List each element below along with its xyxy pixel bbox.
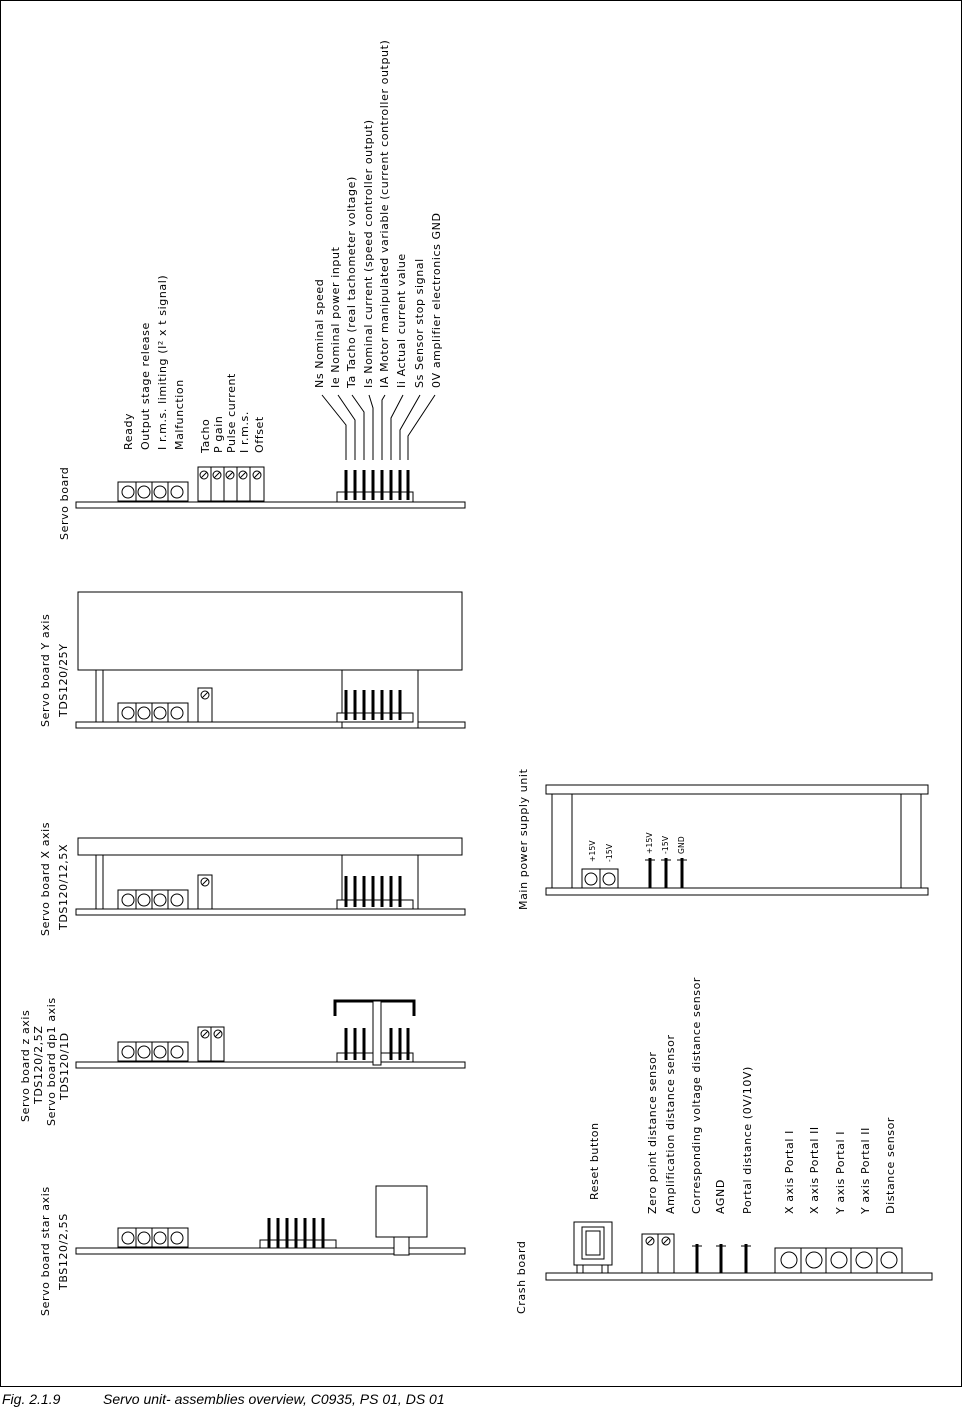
- servo-board-led-block: [118, 482, 188, 501]
- pin-label: GND: [677, 836, 686, 854]
- servo-x-model: TDS120/12,5X: [57, 843, 70, 930]
- power-supply-top-plate: [546, 785, 928, 794]
- crash-label: Y axis Portal II: [859, 1127, 872, 1214]
- terminal-label: +15V: [588, 840, 597, 862]
- pot-label: Pulse current: [225, 373, 238, 453]
- servo-dp1-title: Servo board dp1 axis: [45, 997, 58, 1126]
- servo-x-pcb: [76, 909, 465, 915]
- servo-board-pot-labels: [199, 373, 266, 454]
- pin-label: Ta Tacho (real tachometer voltage): [345, 176, 358, 388]
- crash-board: [515, 977, 932, 1314]
- reset-button: [574, 1222, 612, 1273]
- servo-z-pin-header: [335, 1001, 414, 1065]
- servo-board-y-axis: [39, 592, 465, 728]
- servo-z-led-block: [118, 1042, 188, 1061]
- servo-y-model: TDS120/25Y: [57, 643, 70, 717]
- crash-led-block: [775, 1248, 902, 1273]
- crash-label: Zero point distance sensor: [646, 1051, 659, 1214]
- led-label: Output stage release: [139, 322, 152, 450]
- servo-board-title: Servo board: [58, 466, 71, 540]
- main-power-supply-unit: [517, 768, 928, 910]
- servo-y-title: Servo board Y axis: [39, 613, 52, 727]
- pot-label: P gain: [212, 415, 225, 453]
- servo-board: [58, 40, 465, 540]
- servo-board-z-axis: [19, 997, 465, 1126]
- servo-board-pin-header: [322, 395, 435, 502]
- crash-label: X axis Portal II: [808, 1126, 821, 1214]
- pin-label: 0V amplifier electronics GND: [430, 212, 443, 388]
- servo-board-star-axis: [39, 1186, 465, 1316]
- servo-z-title: Servo board z axis: [19, 1009, 32, 1122]
- pot-label: Offset: [253, 416, 266, 453]
- pin-label: Is Nominal current (speed controller output): [362, 119, 375, 388]
- servo-x-heatsink: [78, 838, 462, 855]
- crash-label: Reset button: [588, 1122, 601, 1200]
- figure-caption: [2, 1391, 445, 1407]
- crash-label: Distance sensor: [884, 1116, 897, 1214]
- power-supply-terminal-block: [582, 869, 618, 888]
- led-label: Malfunction: [173, 379, 186, 450]
- servo-y-heatsink: [78, 592, 462, 670]
- pin-label: +15V: [645, 832, 654, 854]
- servo-x-led-block: [118, 890, 188, 909]
- pot-label: I r.m.s.: [238, 411, 251, 453]
- servo-board-pin-labels: [313, 40, 443, 389]
- crash-board-pcb: [546, 1273, 932, 1280]
- terminal-label: -15V: [605, 843, 614, 862]
- pot-label: Tacho: [199, 418, 212, 453]
- servo-star-led-block: [118, 1228, 188, 1247]
- servo-dp1-model: TDS120/1D: [58, 1032, 71, 1100]
- pin-label: Ie Nominal power input: [329, 246, 342, 388]
- servo-board-pcb: [76, 502, 465, 508]
- servo-z-model: TDS120/2,5Z: [32, 1025, 45, 1104]
- servo-star-title: Servo board star axis: [39, 1186, 52, 1316]
- servo-board-led-labels: [122, 275, 186, 450]
- servo-x-title: Servo board X axis: [39, 821, 52, 936]
- servo-star-pin-header: [260, 1218, 336, 1248]
- servo-board-x-axis: [39, 822, 465, 936]
- crash-board-labels: [588, 977, 897, 1215]
- power-supply-pins: [645, 858, 687, 888]
- led-label: I r.m.s. limiting (I² x t signal): [156, 274, 169, 450]
- crash-label: Corresponding voltage distance sensor: [690, 976, 703, 1214]
- pin-label: Ss Sensor stop signal: [413, 258, 426, 388]
- servo-star-model: TBS120/2,5S: [57, 1213, 70, 1290]
- power-supply-title: Main power supply unit: [517, 768, 530, 910]
- crash-label: Amplification distance sensor: [664, 1034, 677, 1214]
- pin-label: Ns Nominal speed: [313, 278, 326, 388]
- figure-number: Fig. 2.1.9: [2, 1391, 61, 1407]
- crash-label: X axis Portal I: [783, 1130, 796, 1214]
- crash-label: Portal distance (0V/10V): [741, 1066, 754, 1214]
- crash-potentiometers: [642, 1234, 674, 1273]
- crash-board-title: Crash board: [515, 1240, 528, 1314]
- servo-y-led-block: [118, 703, 188, 722]
- led-label: Ready: [122, 412, 135, 450]
- servo-star-transformer: [376, 1186, 427, 1255]
- figure-title: Servo unit- assemblies overview, C0935, PS 01, DS 01: [103, 1391, 445, 1407]
- pin-label: -15V: [661, 835, 670, 854]
- servo-z-pcb: [76, 1062, 465, 1068]
- pin-label: IA Motor manipulated variable (current controller output): [378, 39, 391, 388]
- pin-label: Ii Actual current value: [395, 253, 408, 388]
- crash-label: AGND: [714, 1179, 727, 1214]
- power-supply-bottom-plate: [546, 888, 928, 895]
- servo-board-potentiometers: [198, 467, 264, 501]
- crash-pins: [692, 1244, 751, 1273]
- crash-label: Y axis Portal I: [834, 1130, 847, 1214]
